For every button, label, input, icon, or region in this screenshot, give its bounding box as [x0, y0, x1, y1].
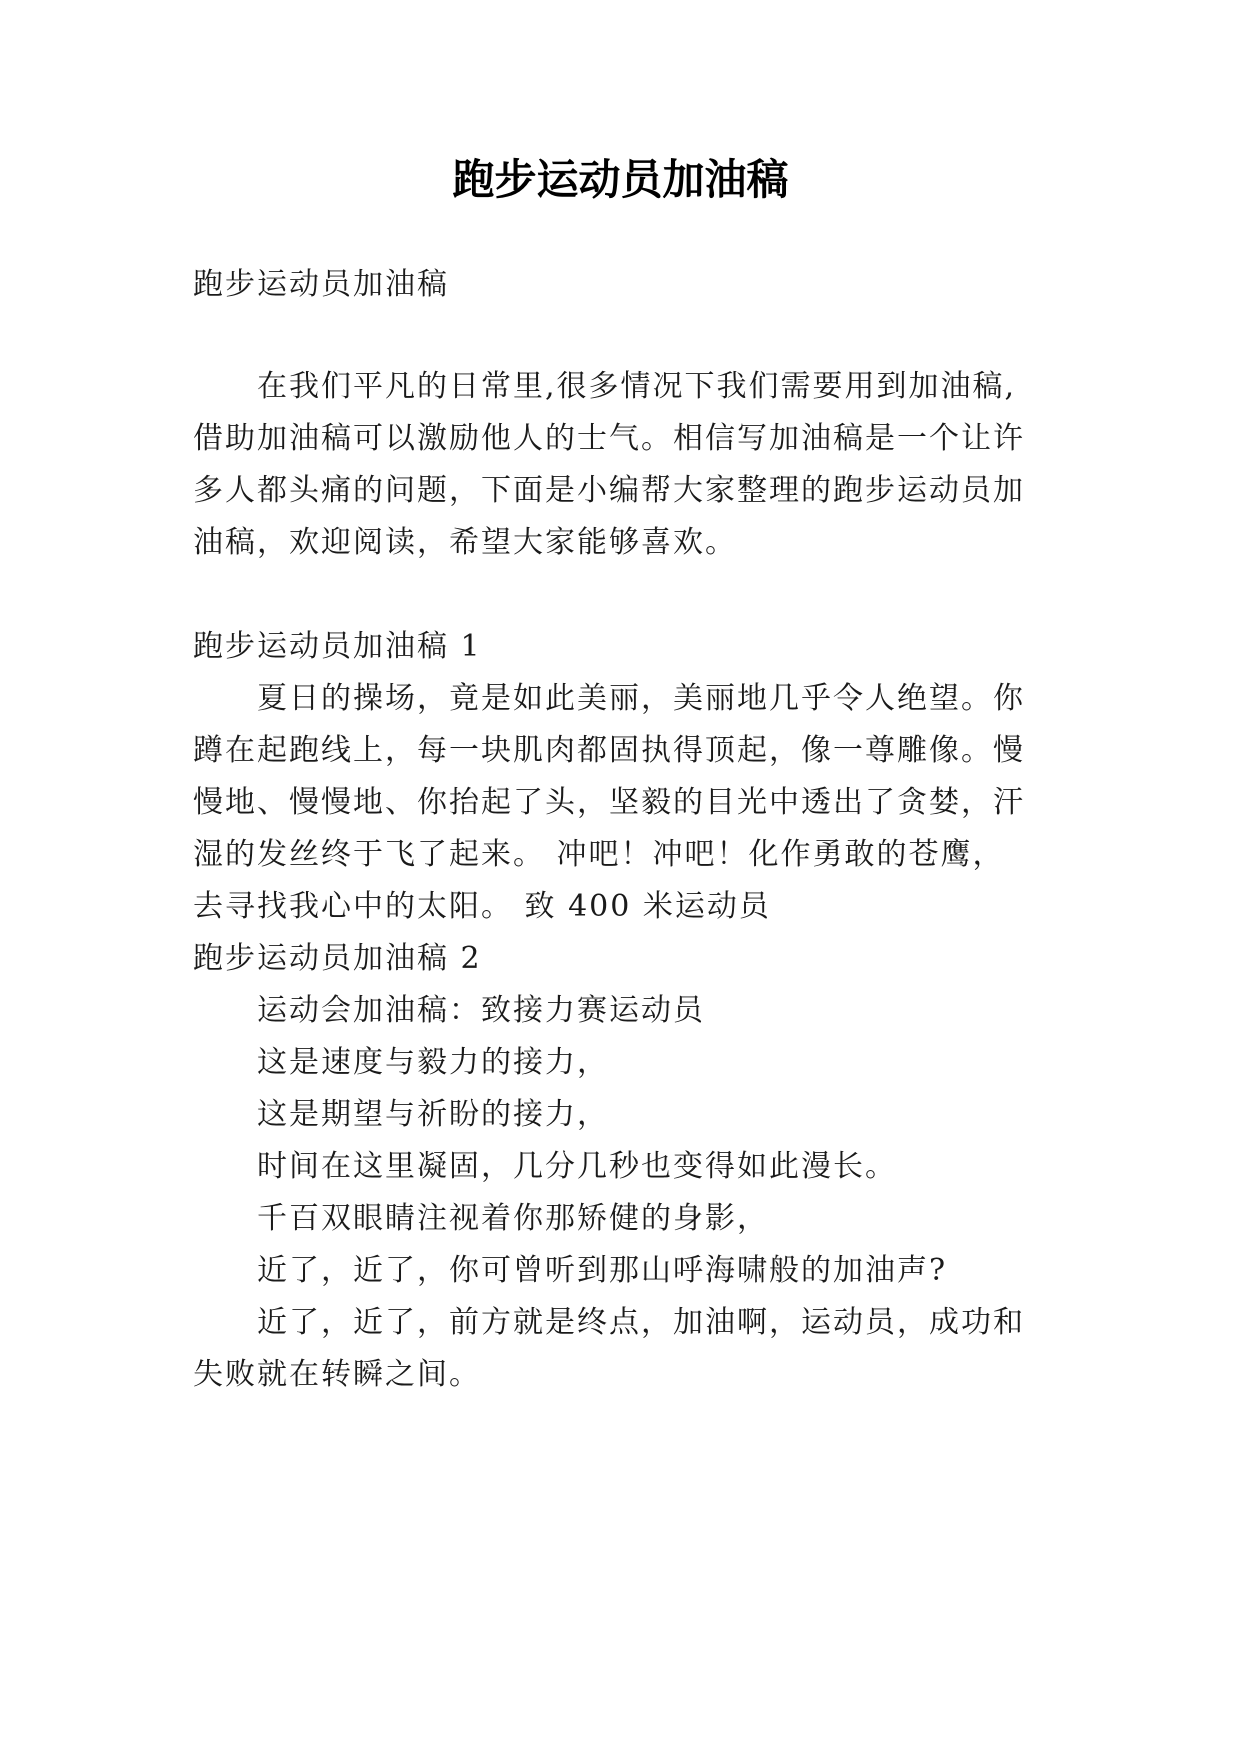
- page-title: 跑步运动员加油稿: [452, 155, 789, 204]
- paragraph-line: 时间在这里凝固，几分几秒也变得如此漫长。: [257, 1149, 897, 1184]
- paragraph-line: 蹲在起跑线上，每一块肌肉都固执得顶起，像一尊雕像。慢: [193, 733, 1025, 768]
- paragraph-line: 这是期望与祈盼的接力，: [257, 1097, 609, 1132]
- paragraph-line: 运动会加油稿：致接力赛运动员: [257, 993, 705, 1028]
- intro-line: 多人都头痛的问题，下面是小编帮大家整理的跑步运动员加: [193, 473, 1025, 508]
- intro-line: 在我们平凡的日常里,很多情况下我们需要用到加油稿,: [257, 369, 1017, 404]
- paragraph-line: 近了，近了，前方就是终点，加油啊，运动员，成功和: [257, 1305, 1025, 1340]
- paragraph-line: 近了，近了，你可曾听到那山呼海啸般的加油声?: [257, 1253, 948, 1288]
- paragraph-line: 夏日的操场，竟是如此美丽，美丽地几乎令人绝望。你: [257, 681, 1025, 716]
- paragraph-line: 这是速度与毅力的接力，: [257, 1045, 609, 1080]
- paragraph-line: 去寻找我心中的太阳。 致 400 米运动员: [193, 889, 771, 924]
- section-heading: 跑步运动员加油稿 2: [193, 941, 482, 976]
- intro-line: 借助加油稿可以激励他人的士气。相信写加油稿是一个让许: [193, 421, 1025, 456]
- intro-line: 油稿，欢迎阅读，希望大家能够喜欢。: [193, 525, 737, 560]
- paragraph-line: 慢地、慢慢地、你抬起了头，坚毅的目光中透出了贪婪，汗: [193, 785, 1025, 820]
- subtitle: 跑步运动员加油稿: [193, 267, 449, 302]
- paragraph-line: 失败就在转瞬之间。: [193, 1357, 481, 1392]
- section-heading: 跑步运动员加油稿 1: [193, 629, 482, 664]
- paragraph-line: 千百双眼睛注视着你那矫健的身影，: [257, 1201, 769, 1236]
- paragraph-line: 湿的发丝终于飞了起来。 冲吧！冲吧！化作勇敢的苍鹰，: [193, 837, 1005, 872]
